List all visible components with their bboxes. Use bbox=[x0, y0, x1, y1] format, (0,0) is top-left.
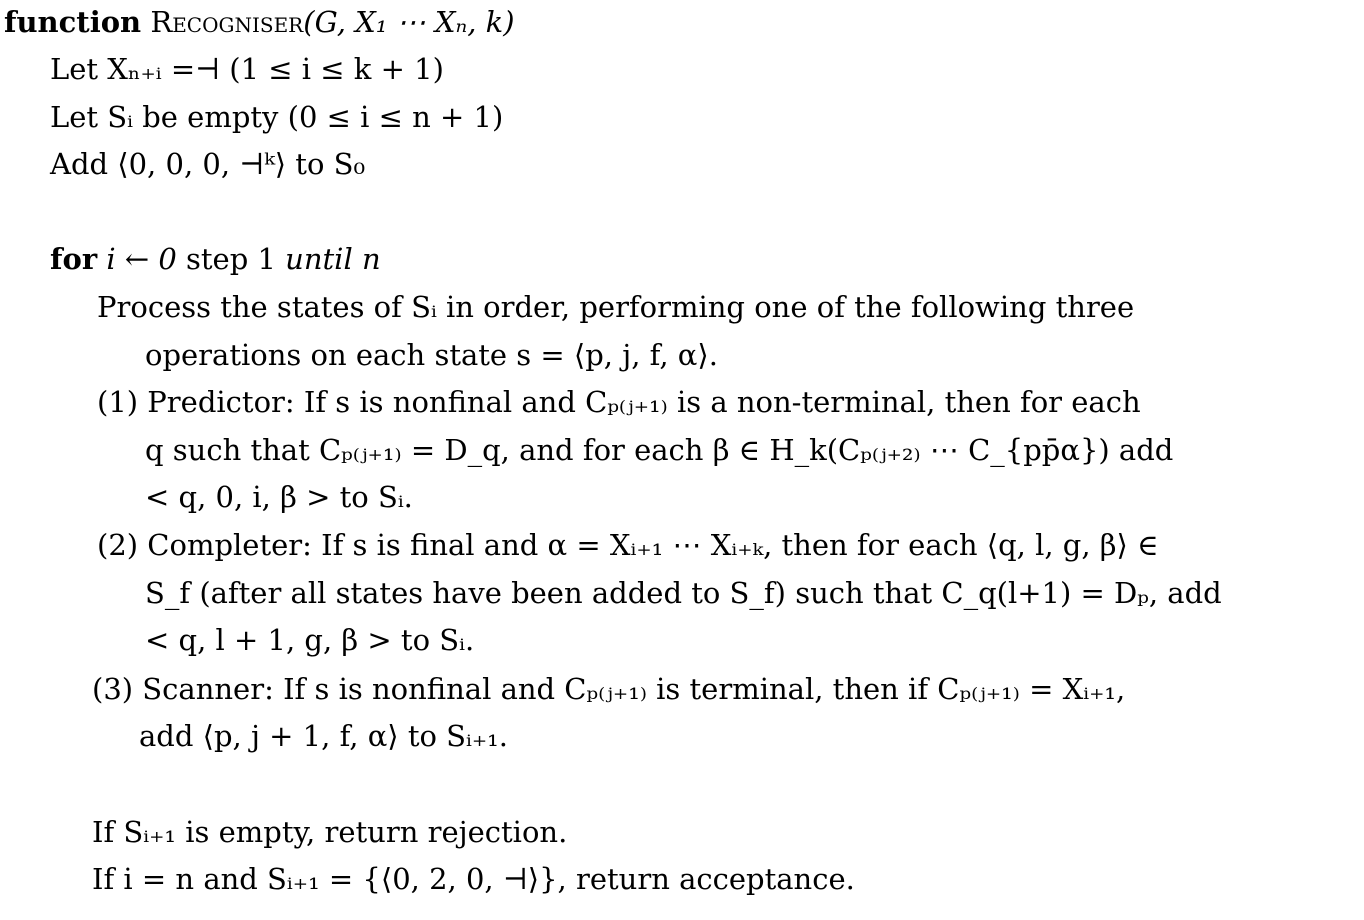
predictor-line-2: q such that Cₚ₍ⱼ₊₁₎ = D_q, and for each β ∈ H_k(Cₚ₍ⱼ₊₂₎ ⋯ C_{pp̄α}) add bbox=[145, 433, 1174, 467]
predictor-line-1: (1) Predictor: If s is nonfinal and Cₚ₍ⱼ₊₁₎ is a non-terminal, then for each bbox=[97, 385, 1141, 419]
predictor-line-3: < q, 0, i, β > to Sᵢ. bbox=[145, 480, 413, 514]
loop-limit: n bbox=[361, 242, 381, 276]
scanner-line-2: add ⟨p, j + 1, f, α⟩ to Sᵢ₊₁. bbox=[139, 719, 508, 753]
init-line-3: Add ⟨0, 0, 0, ⊣ᵏ⟩ to S₀ bbox=[50, 147, 366, 181]
scanner-line-1: (3) Scanner: If s is nonfinal and Cₚ₍ⱼ₊₁₎ is terminal, then if Cₚ₍ⱼ₊₁₎ = Xᵢ₊₁, bbox=[92, 672, 1126, 706]
completer-line-1: (2) Completer: If s is final and α = Xᵢ₊₁ ⋯ Xᵢ₊ₖ, then for each ⟨q, l, g, β⟩ ∈ bbox=[97, 528, 1159, 562]
init-line-2: Let Sᵢ be empty (0 ≤ i ≤ n + 1) bbox=[50, 100, 504, 134]
check-rejection: If Sᵢ₊₁ is empty, return rejection. bbox=[92, 815, 568, 849]
function-params: (G, X₁ ⋯ Xₙ, k) bbox=[303, 5, 515, 39]
for-keyword: for bbox=[50, 242, 98, 276]
for-loop-header bbox=[50, 241, 381, 277]
function-header bbox=[4, 4, 515, 40]
completer-line-3: < q, l + 1, g, β > to Sᵢ. bbox=[145, 623, 475, 657]
function-name: Recogniser bbox=[150, 5, 304, 39]
loop-step: step 1 bbox=[186, 242, 276, 276]
check-acceptance: If i = n and Sᵢ₊₁ = {⟨0, 2, 0, ⊣⟩}, return acceptance. bbox=[92, 862, 855, 896]
process-intro-line-1: Process the states of Sᵢ in order, performing one of the following three bbox=[97, 290, 1135, 324]
loop-var: i ← 0 bbox=[106, 242, 177, 276]
until-keyword: until bbox=[285, 242, 353, 276]
function-keyword: function bbox=[4, 5, 142, 39]
process-intro-line-2: operations on each state s = ⟨p, j, f, α⟩. bbox=[145, 338, 718, 372]
completer-line-2: S_f (after all states have been added to S_f) such that C_q(l+1) = Dₚ, add bbox=[145, 576, 1222, 610]
init-line-1: Let Xₙ₊ᵢ =⊣ (1 ≤ i ≤ k + 1) bbox=[50, 52, 444, 86]
